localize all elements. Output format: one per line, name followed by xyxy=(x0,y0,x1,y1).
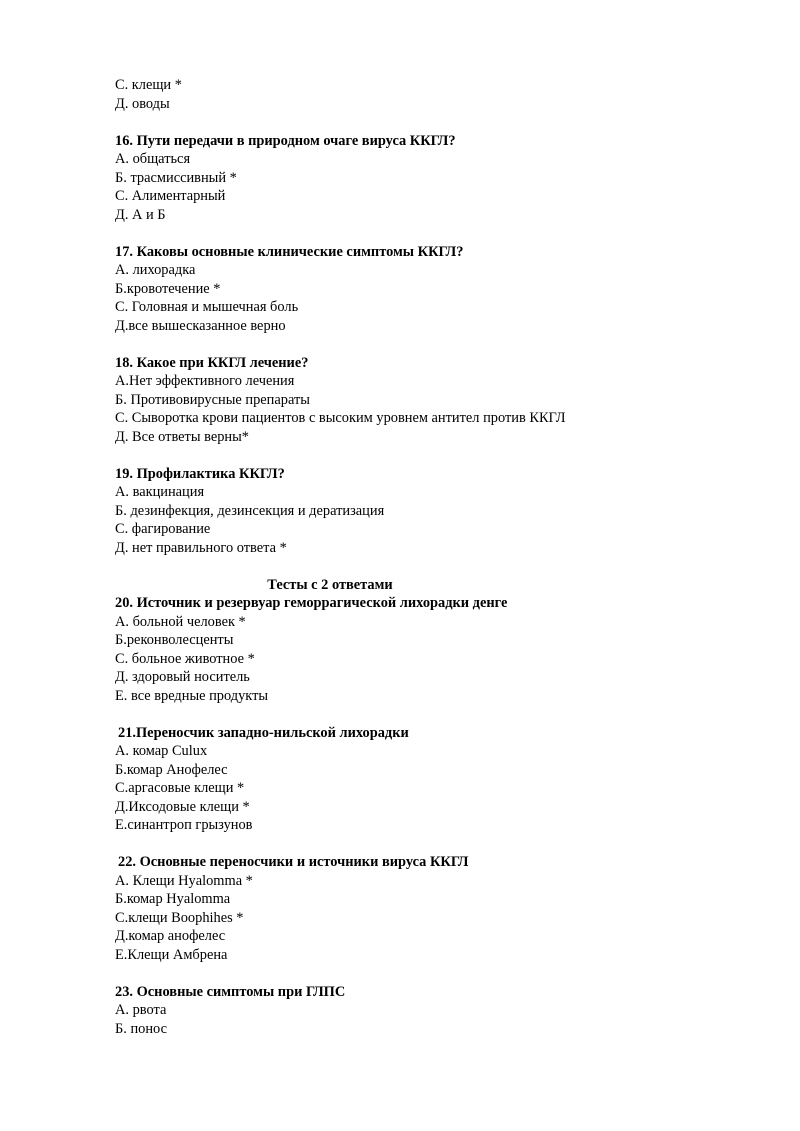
answer-option: Д. здоровый носитель xyxy=(115,669,250,685)
answer-option: Б. трасмиссивный * xyxy=(115,169,237,186)
question-23-title: 23. Основные симптомы при ГЛПС xyxy=(115,983,346,1000)
answer-option: Б.комар Анофелес xyxy=(115,761,228,778)
answer-option: Д.все вышесказанное верно xyxy=(115,317,286,334)
answer-option: Е. все вредные продукты xyxy=(115,687,269,704)
answer-option: С.аргасовые клещи * xyxy=(115,780,245,796)
question-21-title: 21.Переносчик западно-нильской лихорадки xyxy=(118,724,409,741)
question-19-title: 19. Профилактика ККГЛ? xyxy=(115,465,285,482)
document-page xyxy=(115,76,675,1038)
answer-option: С. Сыворотка крови пациентов с высоким уровнем антител против ККГЛ xyxy=(115,410,566,426)
answer-option: Е.Клещи Амбрена xyxy=(115,946,228,963)
answer-option: А. рвота xyxy=(115,1002,167,1018)
answer-option: А.Нет эффективного лечения xyxy=(115,373,295,389)
answer-option: С. Алиментарный xyxy=(115,188,226,204)
answer-option: С.клещи Boophihes * xyxy=(115,909,244,926)
question-16-title: 16. Пути передачи в природном очаге вируса ККГЛ? xyxy=(115,132,456,149)
answer-option: Б.комар Hyalomma xyxy=(115,891,231,907)
answer-option: А. Клещи Hyalomma * xyxy=(115,872,253,889)
answer-option: А. общаться xyxy=(115,151,191,167)
answer-option: Е.синантроп грызунов xyxy=(115,817,253,833)
answer-option: Б. Противовирусные препараты xyxy=(115,391,310,408)
question-20-title: 20. Источник и резервуар геморрагической лихорадки денге xyxy=(115,595,508,611)
question-17-title: 17. Каковы основные клинические симптомы ККГЛ? xyxy=(115,243,464,260)
answer-option: Д.Иксодовые клещи * xyxy=(115,798,250,815)
answer-option: Д. нет правильного ответа * xyxy=(115,539,287,556)
answer-option: Б. дезинфекция, дезинсекция и дератизация xyxy=(115,502,385,519)
answer-option: С. больное животное * xyxy=(115,650,255,667)
answer-option: Б.кровотечение * xyxy=(115,280,221,297)
answer-option: А. вакцинация xyxy=(115,484,205,500)
answer-option: С. Головная и мышечная боль xyxy=(115,299,299,315)
answer-option: Б. понос xyxy=(115,1020,167,1037)
answer-option: А. больной человек * xyxy=(115,613,246,630)
question-22-title: 22. Основные переносчики и источники вируса ККГЛ xyxy=(118,854,469,870)
answer-option: Д.комар анофелес xyxy=(115,928,226,944)
answer-option: А. комар Culux xyxy=(115,743,208,759)
answer-option: Д. А и Б xyxy=(115,206,166,223)
section-heading: Тесты с 2 ответами xyxy=(267,576,393,593)
answer-option: Б.реконволесценты xyxy=(115,632,234,648)
question-18-title: 18. Какое при ККГЛ лечение? xyxy=(115,354,309,371)
answer-option: С. клещи * xyxy=(115,77,182,93)
answer-option: Д. Все ответы верны* xyxy=(115,428,249,445)
answer-option: С. фагирование xyxy=(115,521,211,537)
answer-option: А. лихорадка xyxy=(115,262,196,278)
answer-option: Д. оводы xyxy=(115,95,170,112)
